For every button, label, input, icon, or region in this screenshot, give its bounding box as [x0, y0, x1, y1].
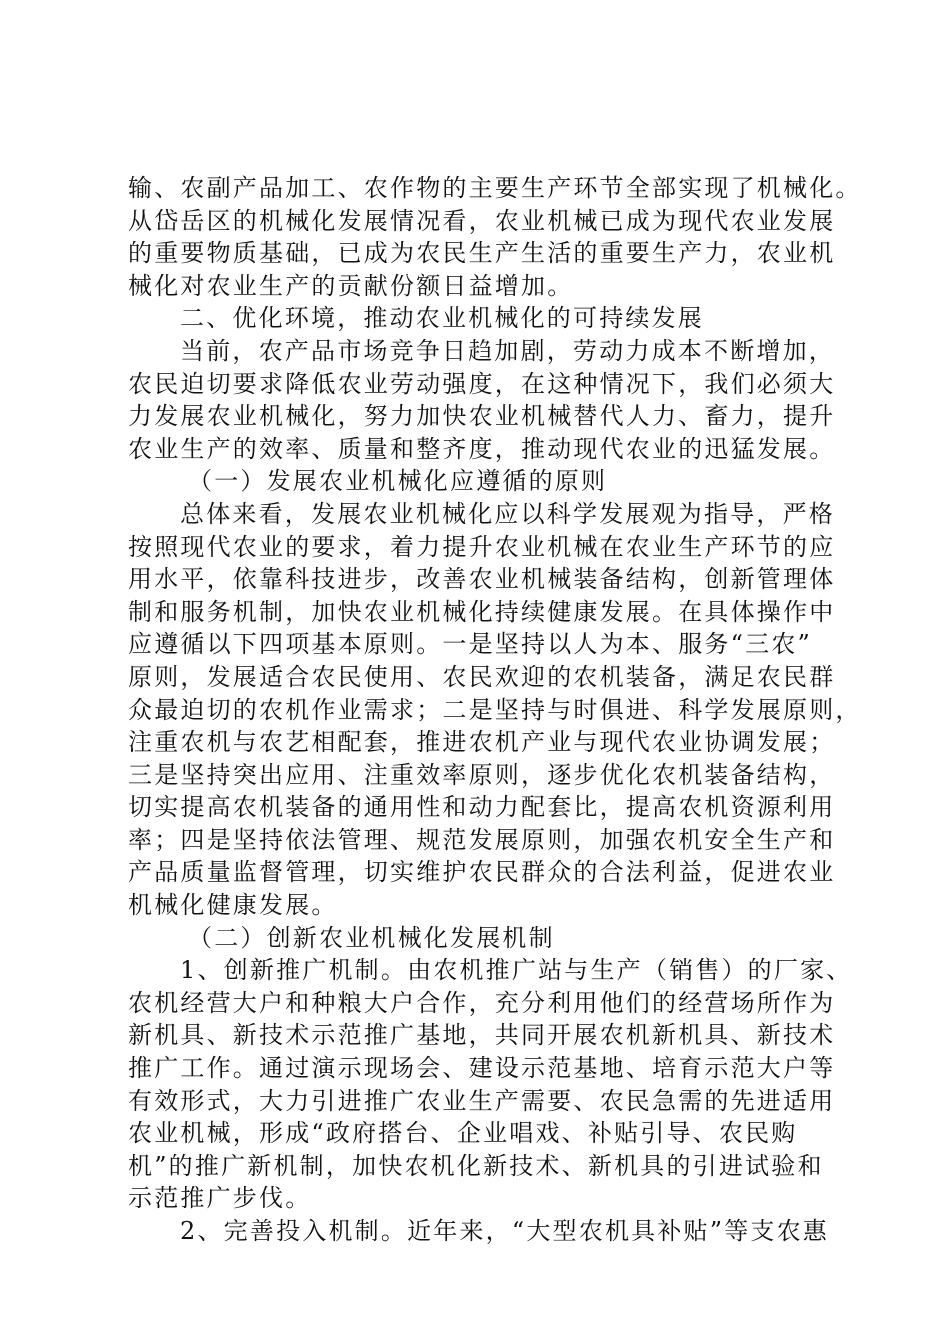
document-body: [128, 172, 862, 1248]
section-heading: 二、优化环境，推动农业机械化的可持续发展: [180, 304, 704, 333]
text-line: 农民迫切要求降低农业劳动强度，在这种情况下，我们必须大: [128, 369, 836, 398]
text-line: 产品质量监督管理，切实维护农民群众的合法利益，促进农业: [128, 858, 836, 887]
text-line: 三是坚持突出应用、注重效率原则，逐步优化农机装备结构，: [128, 760, 836, 789]
paragraph-first-line: 1、创新推广机制。由农机推广站与生产（销售）的厂家、: [180, 956, 853, 985]
subsection-heading: （二）创新农业机械化发展机制: [188, 923, 555, 952]
text-line: 械化对农业生产的贡献份额日益增加。: [128, 271, 574, 300]
subsection-heading: （一）发展农业机械化应遵循的原则: [188, 467, 608, 496]
text-line: 切实提高农机装备的通用性和动力配套比，提高农机资源利用: [128, 793, 836, 822]
text-line: 新机具、新技术示范推广基地，共同开展农机新机具、新技术: [128, 1021, 836, 1050]
text-line: 机械化健康发展。: [128, 891, 338, 920]
text-line: 原则，发展适合农民使用、农民欢迎的农机装备，满足农民群: [128, 662, 836, 691]
text-line: 的重要物质基础，已成为农民生产生活的重要生产力，农业机: [128, 239, 836, 268]
text-line: 有效形式，大力引进推广农业生产需要、农民急需的先进适用: [128, 1086, 836, 1115]
text-line: 力发展农业机械化，努力加快农业机械替代人力、畜力，提升: [128, 402, 836, 431]
text-line: 推广工作。通过演示现场会、建设示范基地、培育示范大户等: [128, 1054, 836, 1083]
paragraph-first-line: 2、完善投入机制。近年来，“大型农机具补贴”等支农惠: [180, 1217, 830, 1245]
text-line: 率；四是坚持依法管理、规范发展原则，加强农机安全生产和: [128, 825, 836, 854]
text-line: 农业生产的效率、质量和整齐度，推动现代农业的迅猛发展。: [128, 434, 836, 463]
text-line: 机”的推广新机制，加快农机化新技术、新机具的引进试验和: [128, 1151, 824, 1180]
text-line: 输、农副产品加工、农作物的主要生产环节全部实现了机械化。: [128, 174, 862, 202]
paragraph-first-line: 总体来看，发展农业机械化应以科学发展观为指导，严格: [180, 499, 835, 528]
text-line: 按照现代农业的要求，着力提升农业机械在农业生产环节的应: [128, 532, 836, 561]
text-line: 农业机械，形成“政府搭台、企业唱戏、补贴引导、农民购: [128, 1119, 798, 1148]
text-line: 注重农机与农艺相配套，推进农机产业与现代农业协调发展；: [128, 728, 836, 757]
text-line: 应遵循以下四项基本原则。一是坚持以人为本、服务“三农”: [128, 630, 812, 659]
text-line: 制和服务机制，加快农业机械化持续健康发展。在具体操作中: [128, 597, 836, 626]
text-line: 众最迫切的农机作业需求；二是坚持与时俱进、科学发展原则，: [128, 695, 862, 724]
text-line: 用水平，依靠科技进步，改善农业机械装备结构，创新管理体: [128, 565, 836, 594]
text-line: 农机经营大户和种粮大户合作，充分利用他们的经营场所作为: [128, 988, 836, 1017]
text-line: 从岱岳区的机械化发展情况看，农业机械已成为现代农业发展: [128, 206, 836, 235]
text-line: 示范推广步伐。: [128, 1184, 312, 1213]
paragraph-first-line: 当前，农产品市场竞争日趋加剧，劳动力成本不断增加，: [180, 336, 835, 365]
